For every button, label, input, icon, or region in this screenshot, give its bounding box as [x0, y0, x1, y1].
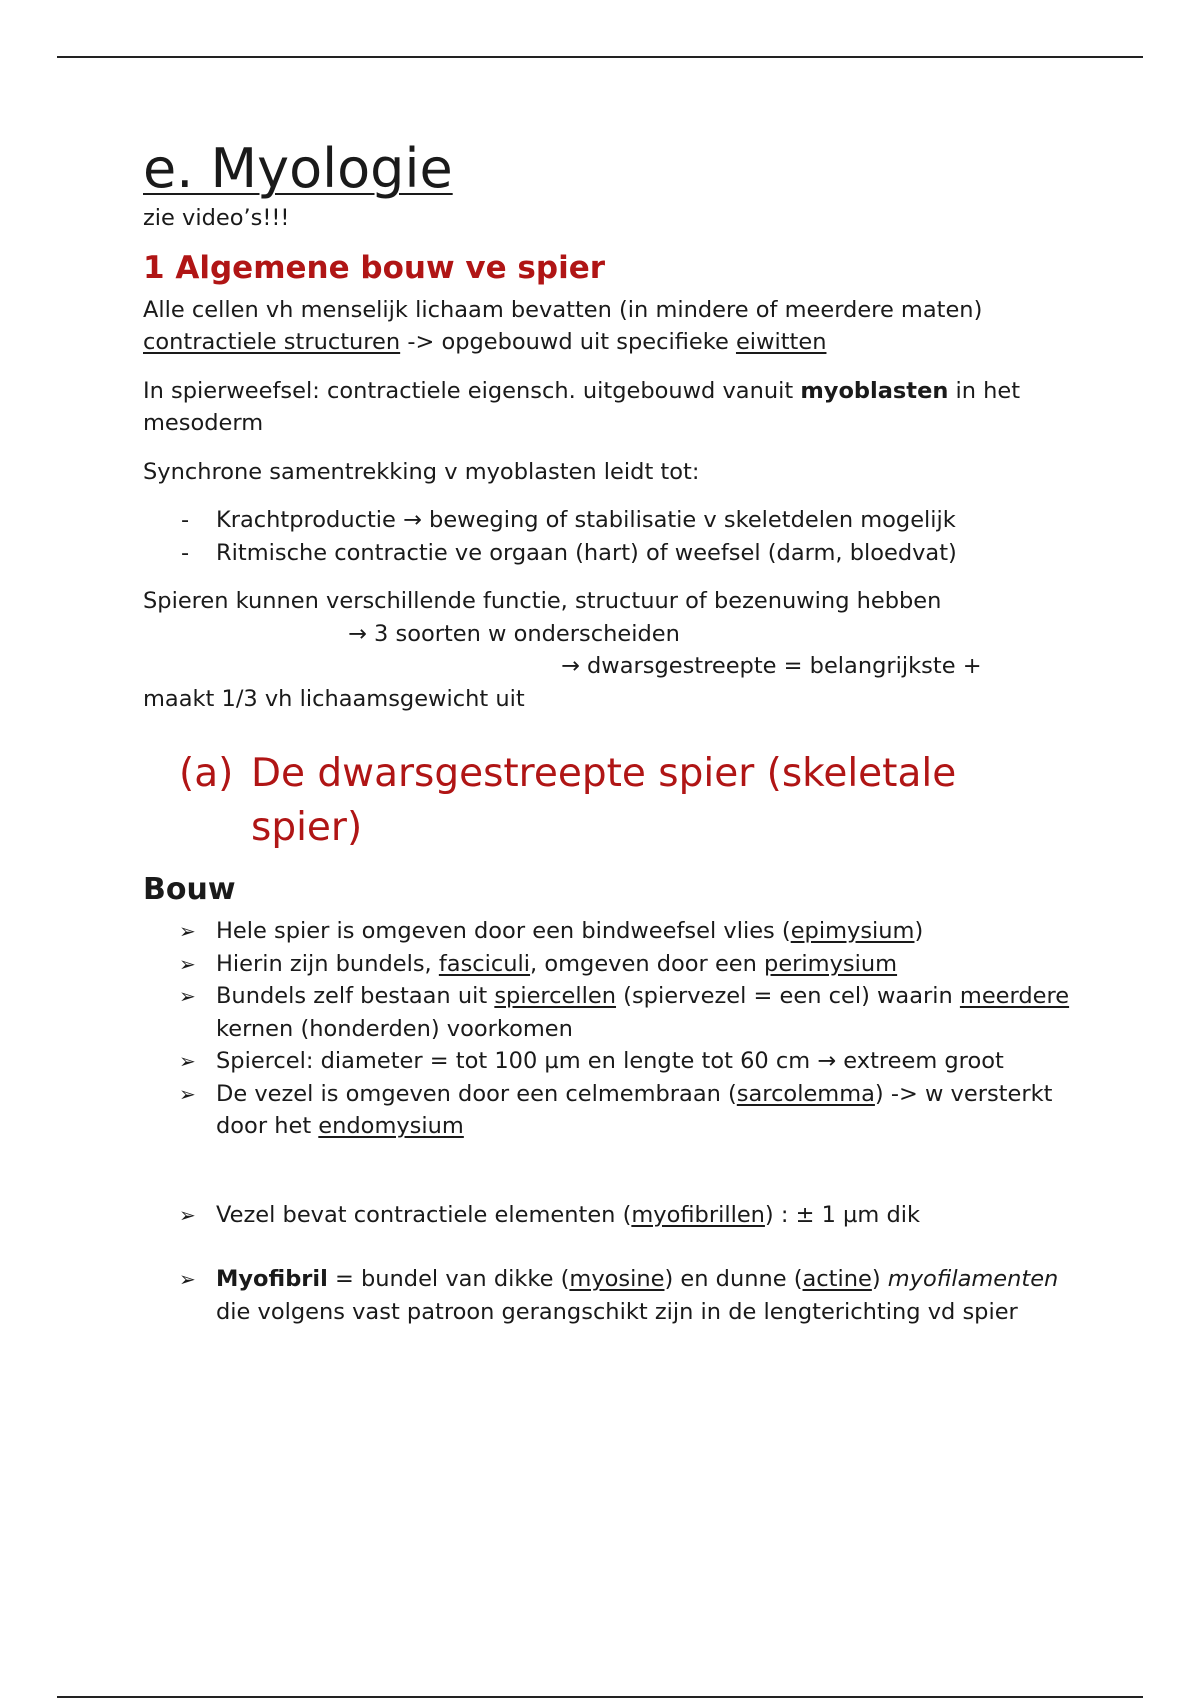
item-text: ) en dunne (	[664, 1266, 803, 1292]
list-item	[143, 948, 1073, 981]
term-actine: actine	[802, 1266, 872, 1292]
term-contractiele-structuren: contractiele structuren	[143, 329, 401, 355]
header-rule	[57, 56, 1143, 58]
paragraph-synchrone: Synchrone samentrekking v myoblasten leidt tot:	[143, 458, 700, 485]
term-meerdere: meerdere	[959, 983, 1070, 1009]
footer-rule	[57, 1696, 1143, 1698]
paragraph-line: maakt 1/3 vh lichaamsgewicht uit	[143, 685, 525, 712]
list-item: - Krachtproductie → beweging of stabilisatie v skeletdelen mogelijk	[143, 504, 1073, 537]
list-item	[143, 1263, 1073, 1328]
item-text: ) -> w versterkt door het	[216, 1080, 1053, 1139]
item-text: Hierin zijn bundels,	[216, 950, 439, 977]
section-number: (a)	[179, 751, 234, 796]
item-text: Vezel bevat contractiele elementen (	[216, 1201, 632, 1228]
paragraph-line: Spieren kunnen verschillende functie, structuur of bezenuwing hebben	[143, 588, 942, 614]
term-endomysium: endomysium	[318, 1113, 464, 1139]
section-heading-a	[143, 747, 1073, 855]
page-title: e. Myologie	[143, 137, 453, 200]
section-heading-1: 1 Algemene bouw ve spier	[143, 249, 606, 286]
document-body	[143, 138, 1073, 1328]
term-perimysium: perimysium	[764, 950, 898, 977]
arrow-list	[143, 915, 1073, 1328]
list-item: ➢ Spiercel: diameter = tot 100 µm en lengte tot 60 cm → extreem groot	[143, 1045, 1073, 1078]
section-title: De dwarsgestreepte spier (skeletale spier)	[251, 751, 957, 850]
term-eiwitten: eiwitten	[735, 329, 827, 355]
paragraph-line-indented: → dwarsgestreepte = belangrijkste +	[561, 653, 982, 679]
paragraph-text: -> opgebouwd uit specifieke	[400, 329, 736, 355]
item-text: Hele spier is omgeven door een bindweefsel vlies (	[216, 918, 791, 944]
item-text: die volgens vast patroon gerangschikt zijn in de lengterichting vd spier	[216, 1298, 1018, 1325]
paragraph-line-indented: → 3 soorten w onderscheiden	[348, 620, 680, 647]
item-text: )	[914, 918, 924, 944]
item-text: = bundel van dikke (	[327, 1266, 570, 1292]
list-item	[143, 980, 1073, 1045]
item-text: kernen (honderden) voorkomen	[216, 1015, 573, 1042]
dash-list	[143, 504, 1073, 569]
subtitle-note: zie video’s!!!	[143, 205, 290, 231]
item-text: , omgeven door een	[530, 950, 765, 977]
subheading-bouw: Bouw	[143, 872, 236, 907]
term-spiercellen: spiercellen	[494, 983, 617, 1009]
paragraph-spieren	[143, 585, 1073, 715]
list-item	[143, 1078, 1073, 1143]
paragraph-myoblasten	[143, 375, 1073, 440]
item-text: )	[871, 1266, 888, 1292]
term-myoblasten: myoblasten	[800, 377, 949, 404]
paragraph-text: In spierweefsel: contractiele eigensch. uitgebouwd vanuit	[143, 377, 801, 404]
item-text: De vezel is omgeven door een celmembraan (	[216, 1080, 737, 1107]
list-item	[143, 915, 1073, 948]
term-myofilamenten: myofilamenten	[887, 1266, 1059, 1292]
term-myofibrillen: myofibrillen	[631, 1201, 765, 1228]
list-item: - Ritmische contractie ve orgaan (hart) of weefsel (darm, bloedvat)	[143, 537, 1073, 570]
term-myosine: myosine	[569, 1266, 665, 1292]
item-text: (spiervezel = een cel) waarin	[616, 983, 960, 1009]
term-myofibril: Myofibril	[216, 1266, 328, 1292]
term-fasciculi: fasciculi	[438, 950, 531, 977]
paragraph-contractile	[143, 294, 1073, 359]
term-epimysium: epimysium	[790, 918, 915, 944]
item-text: Bundels zelf bestaan uit	[216, 983, 495, 1009]
item-text: ) : ± 1 µm dik	[764, 1201, 921, 1228]
list-item	[143, 1199, 1073, 1232]
paragraph-text: in het mesoderm	[143, 377, 1021, 436]
term-sarcolemma: sarcolemma	[736, 1080, 875, 1107]
paragraph-text: Alle cellen vh menselijk lichaam bevatten (in mindere of meerdere maten)	[143, 296, 983, 323]
